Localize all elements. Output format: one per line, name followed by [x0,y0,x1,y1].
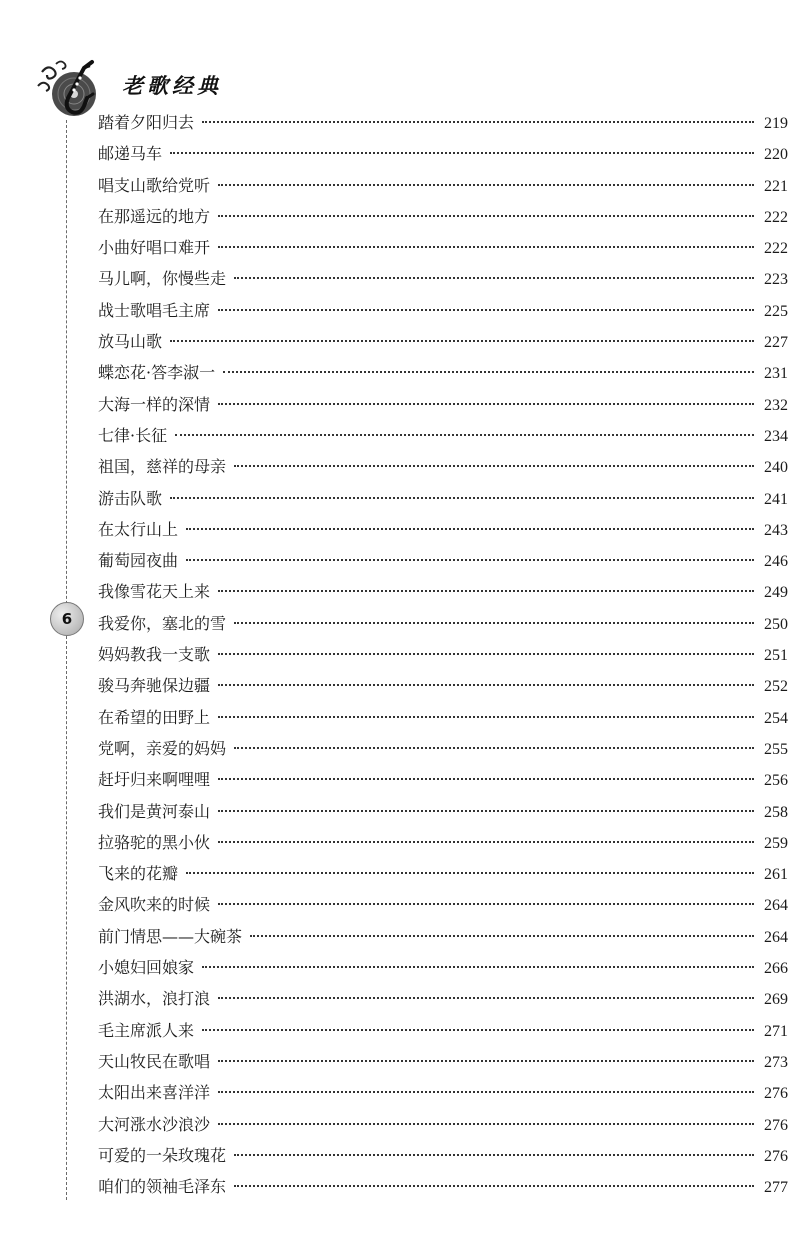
toc-entry-page: 254 [764,709,788,727]
saxophone-icon [34,58,104,118]
dot-leader [218,841,754,843]
toc-entry [98,1077,788,1108]
dot-leader [202,1029,754,1031]
toc-entry [98,107,788,138]
toc-entry-page: 277 [764,1179,788,1197]
toc-entry [98,232,788,263]
toc-entry-title: 骏马奔驰保边疆 [98,676,211,696]
toc-entry-title: 七律·长征 [98,425,168,445]
dot-leader [234,465,754,467]
dot-leader [218,309,754,311]
toc-entry [98,420,788,451]
toc-entry-page: 276 [764,1147,788,1165]
toc-entry-title: 金风吹来的时候 [98,895,211,915]
toc-entry-page: 222 [764,208,788,226]
toc-entry-page: 219 [764,115,788,132]
toc-entry-page: 258 [764,803,788,821]
toc-entry-page: 250 [764,615,788,633]
toc-entry-page: 273 [764,1053,788,1071]
toc-entry-page: 252 [764,678,788,696]
toc-entry-title: 大海一样的深情 [98,394,211,414]
toc-entry-page: 266 [764,960,788,978]
toc-entry [98,827,788,858]
toc-entry-page: 249 [764,584,788,602]
table-of-contents [98,107,788,1202]
dot-leader [218,716,754,718]
toc-entry-page: 276 [764,1116,788,1134]
dot-leader [234,1185,754,1187]
toc-entry-page: 271 [764,1022,788,1040]
toc-entry-title: 在希望的田野上 [98,707,211,727]
toc-entry-page: 231 [764,365,788,383]
toc-entry-title: 我像雪花天上来 [98,582,211,602]
dot-leader [250,935,754,937]
toc-entry-page: 234 [764,427,788,445]
toc-entry-title: 我们是黄河泰山 [98,801,211,821]
toc-entry [98,326,788,357]
toc-entry-title: 小曲好唱口难开 [98,238,211,258]
toc-entry-title: 邮递马车 [98,144,163,164]
toc-entry-title: 踏着夕阳归去 [98,113,195,132]
toc-entry-title: 妈妈教我一支歌 [98,645,211,665]
dot-leader [186,872,754,874]
toc-entry [98,451,788,482]
toc-entry-page: 259 [764,834,788,852]
dot-leader [234,622,754,624]
dot-leader [218,246,754,248]
toc-entry [98,514,788,545]
toc-entry-title: 大河涨水沙浪沙 [98,1114,211,1134]
toc-entry-page: 251 [764,647,788,665]
toc-entry-page: 246 [764,553,788,571]
toc-entry-title: 咱们的领袖毛泽东 [98,1177,227,1197]
dot-leader [218,997,754,999]
dot-leader [218,653,754,655]
toc-entry-title: 我爱你，塞北的雪 [98,613,227,633]
toc-entry-page: 225 [764,302,788,320]
toc-entry [98,263,788,294]
dot-leader [218,590,754,592]
toc-entry-title: 葡萄园夜曲 [98,551,179,571]
toc-entry-page: 243 [764,521,788,539]
toc-entry-title: 游击队歌 [98,488,163,508]
toc-entry-page: 241 [764,490,788,508]
toc-entry [98,576,788,607]
page-number: 6 [61,610,73,628]
toc-entry [98,1140,788,1171]
dot-leader [186,528,754,530]
toc-entry [98,639,788,670]
toc-entry [98,702,788,733]
dot-leader [234,277,754,279]
toc-entry-page: 269 [764,991,788,1009]
page-number-badge [50,602,84,636]
toc-entry-page: 240 [764,459,788,477]
toc-entry-title: 天山牧民在歌唱 [98,1051,211,1071]
toc-entry-title: 唱支山歌给党听 [98,175,211,195]
toc-entry-title: 飞来的花瓣 [98,864,179,884]
toc-entry [98,1171,788,1202]
toc-entry-title: 前门情思——大碗茶 [98,926,243,946]
toc-entry [98,796,788,827]
toc-entry [98,357,788,388]
dot-leader [218,403,754,405]
toc-entry-page: 227 [764,334,788,352]
toc-entry-title: 马儿啊，你慢些走 [98,269,227,289]
toc-entry-page: 264 [764,928,788,946]
toc-entry [98,295,788,326]
toc-entry [98,1015,788,1046]
toc-entry [98,733,788,764]
dot-leader [202,121,754,123]
toc-entry-page: 220 [764,146,788,164]
toc-entry-page: 222 [764,240,788,258]
dot-leader [218,184,754,186]
dot-leader [170,340,754,342]
toc-entry-page: 221 [764,177,788,195]
dot-leader [234,747,754,749]
dot-leader [186,559,754,561]
dot-leader [223,371,754,373]
toc-entry-title: 在那遥远的地方 [98,206,211,226]
toc-entry [98,1046,788,1077]
toc-entry-title: 党啊，亲爱的妈妈 [98,738,227,758]
toc-entry [98,889,788,920]
toc-entry-title: 战士歌唱毛主席 [98,300,211,320]
dot-leader [218,1123,754,1125]
toc-entry-title: 毛主席派人来 [98,1020,195,1040]
dot-leader [234,1154,754,1156]
dot-leader [218,810,754,812]
toc-entry [98,389,788,420]
dot-leader [218,903,754,905]
toc-entry [98,608,788,639]
toc-entry-page: 261 [764,866,788,884]
book-title: 老歌经典 [122,74,222,98]
toc-entry-title: 蝶恋花·答李淑一 [98,363,216,383]
toc-entry [98,201,788,232]
toc-entry-page: 256 [764,772,788,790]
toc-entry-title: 拉骆驼的黑小伙 [98,832,211,852]
dot-leader [175,434,754,436]
toc-entry-title: 祖国，慈祥的母亲 [98,457,227,477]
toc-entry [98,921,788,952]
dot-leader [218,215,754,217]
dot-leader [170,497,754,499]
toc-entry-page: 255 [764,740,788,758]
toc-entry-page: 232 [764,396,788,414]
toc-entry-title: 赶圩归来啊哩哩 [98,770,211,790]
dot-leader [218,1060,754,1062]
toc-entry [98,670,788,701]
dot-leader [218,778,754,780]
toc-entry [98,545,788,576]
toc-entry [98,1109,788,1140]
toc-entry [98,483,788,514]
toc-entry-title: 可爱的一朵玫瑰花 [98,1145,227,1165]
toc-entry-title: 小媳妇回娘家 [98,958,195,978]
toc-entry [98,952,788,983]
toc-entry-title: 洪湖水，浪打浪 [98,989,211,1009]
margin-guide-line [66,120,67,1200]
toc-entry [98,764,788,795]
dot-leader [218,684,754,686]
toc-entry-title: 太阳出来喜洋洋 [98,1083,211,1103]
toc-entry [98,138,788,169]
toc-entry-page: 264 [764,897,788,915]
toc-entry-title: 放马山歌 [98,332,163,352]
toc-entry [98,983,788,1014]
dot-leader [170,152,754,154]
toc-entry [98,858,788,889]
dot-leader [202,966,754,968]
dot-leader [218,1091,754,1093]
toc-entry-page: 223 [764,271,788,289]
toc-entry [98,170,788,201]
toc-entry-title: 在太行山上 [98,519,179,539]
toc-entry-page: 276 [764,1085,788,1103]
